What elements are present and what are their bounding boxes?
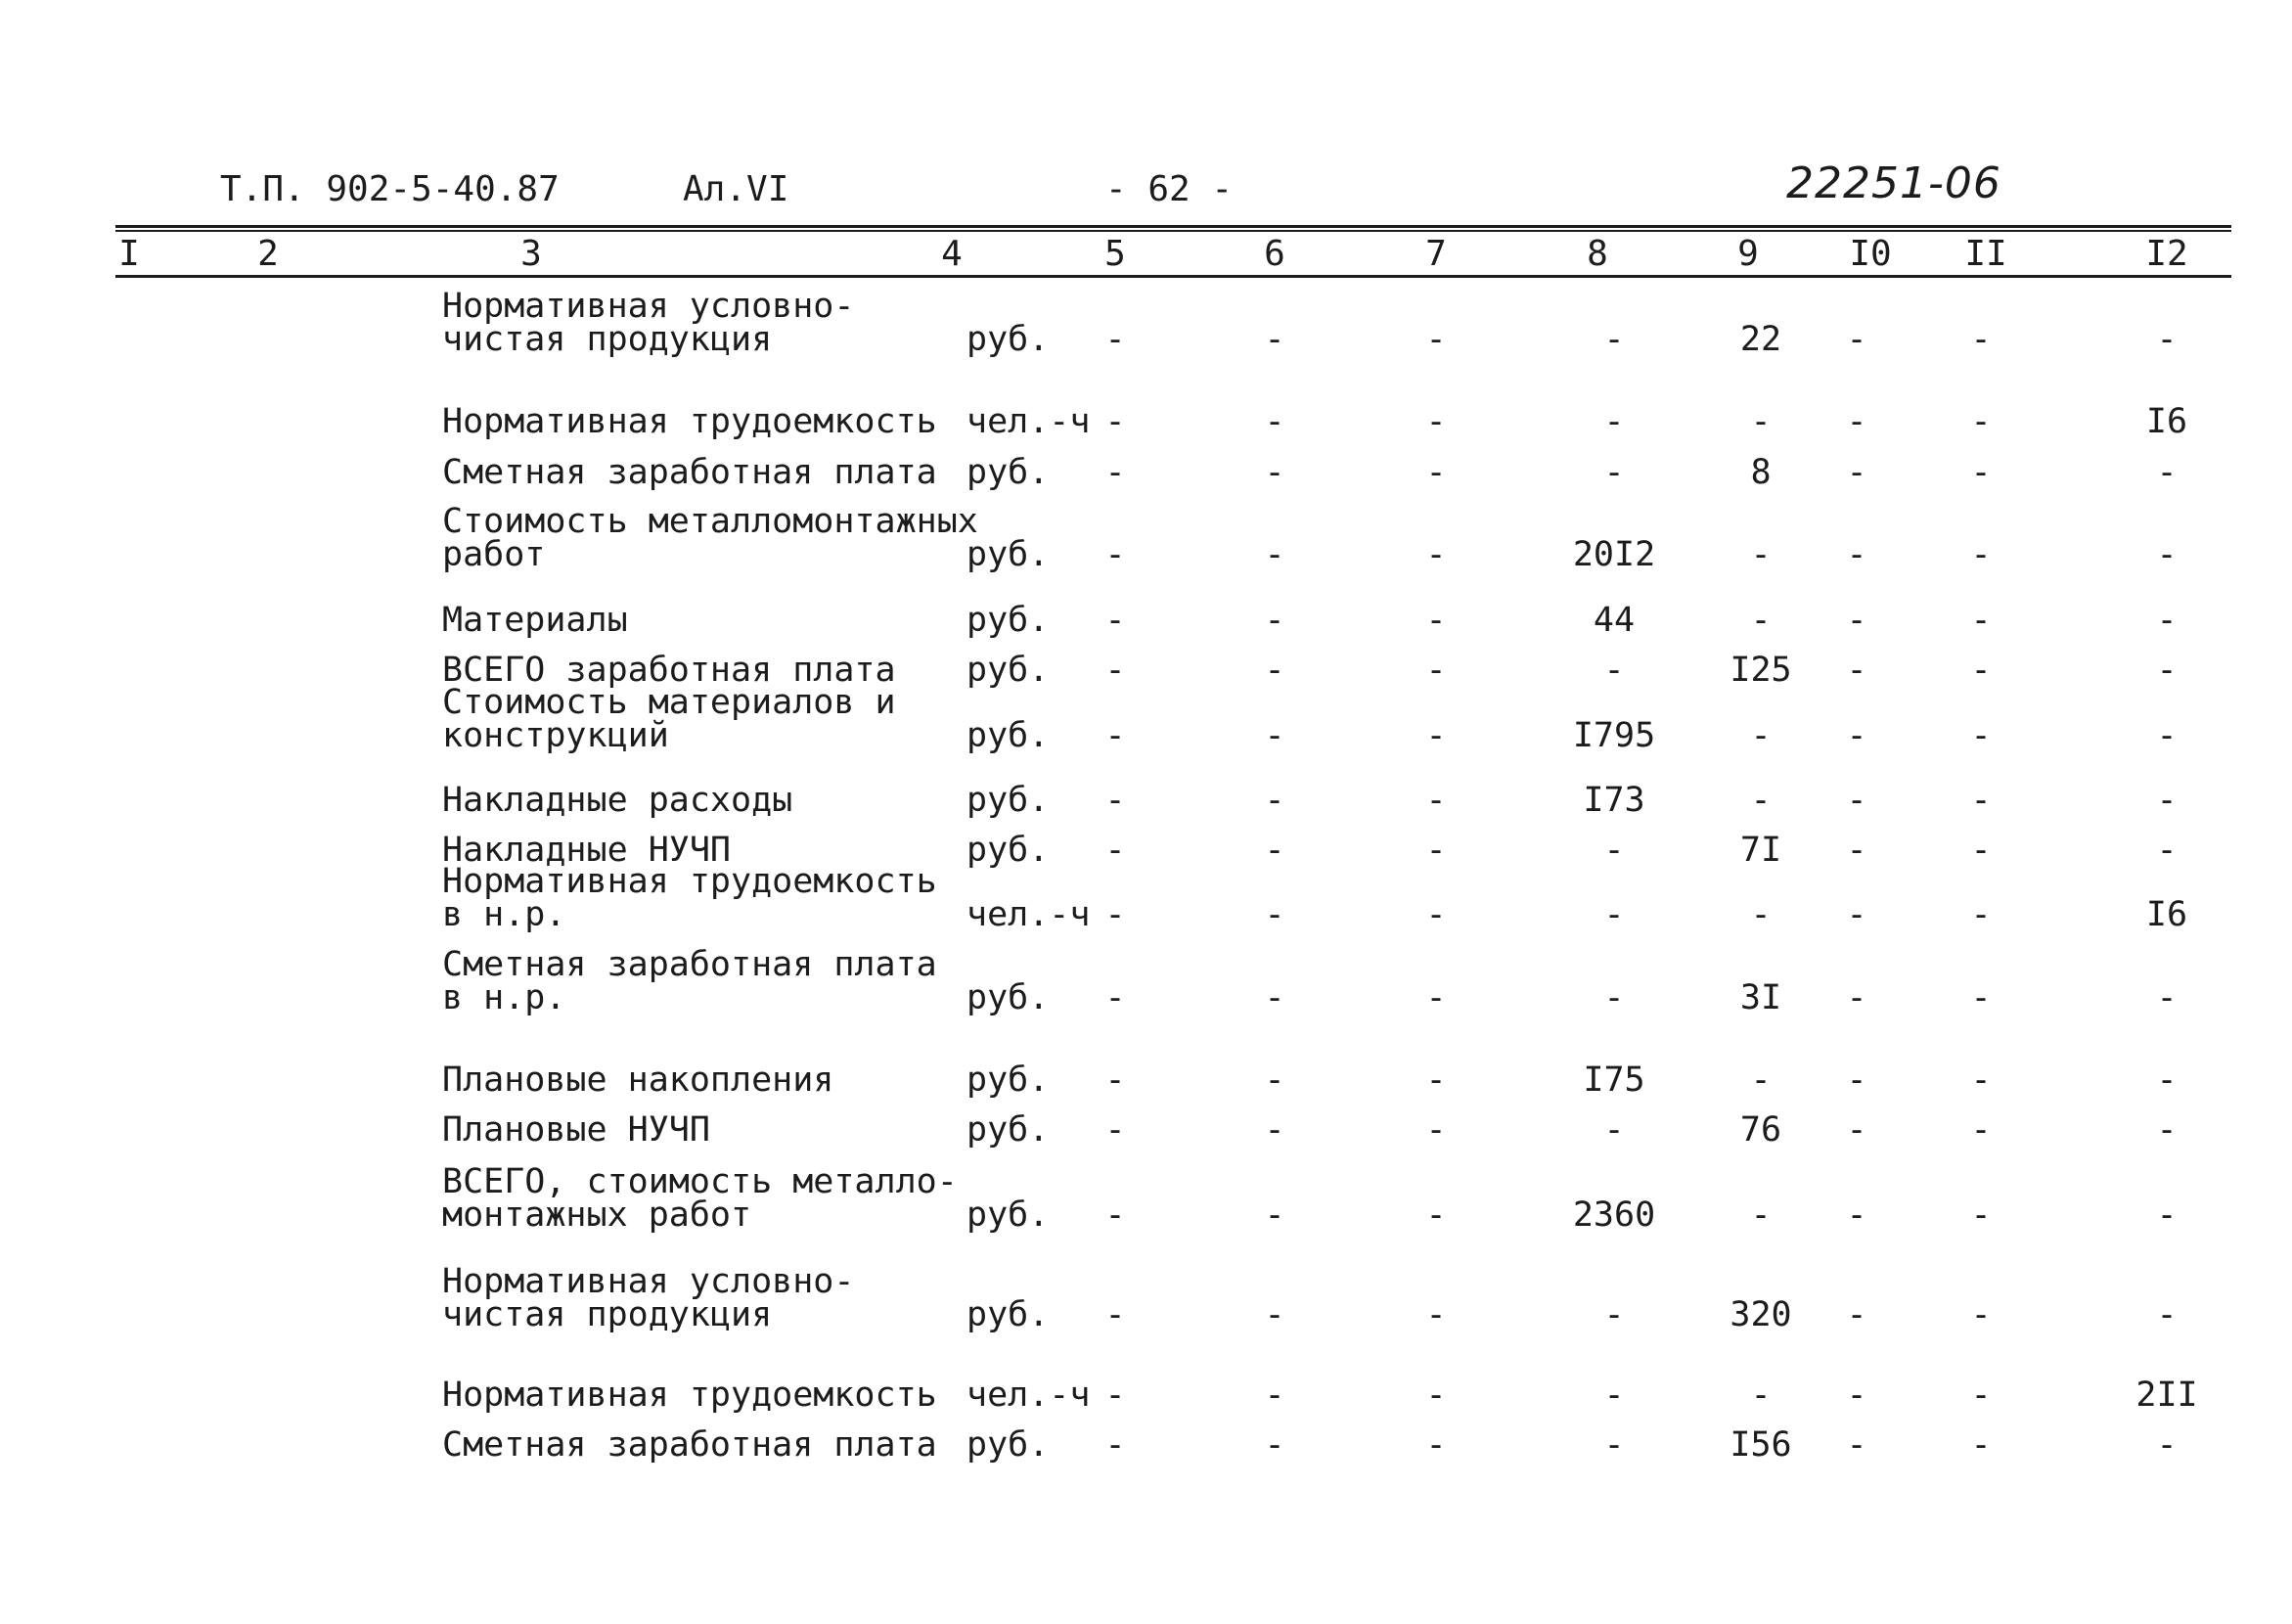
row-value: - (1970, 402, 1992, 441)
row-value: - (1425, 1376, 1447, 1415)
row-value: - (1846, 320, 1867, 359)
row-value: - (1264, 453, 1285, 492)
row-value: - (1425, 716, 1447, 755)
row-value: - (1970, 651, 1992, 690)
row-value: - (1846, 781, 1867, 820)
row-value: - (1603, 895, 1625, 934)
row-value: - (1425, 1060, 1447, 1100)
column-number: 3 (520, 234, 542, 274)
row-name: Нормативная трудоемкость (442, 1376, 937, 1415)
row-value: 320 (1730, 1295, 1792, 1334)
row-value: - (1104, 1060, 1126, 1100)
row-value: - (2156, 320, 2178, 359)
row-value: - (1603, 1295, 1625, 1334)
row-unit: руб. (966, 601, 1050, 640)
row-value: - (1970, 1376, 1992, 1415)
row-value: - (1846, 651, 1867, 690)
row-value: - (1846, 716, 1867, 755)
row-value: I56 (1730, 1425, 1792, 1465)
column-number: 5 (1104, 234, 1126, 274)
row-value: - (1846, 453, 1867, 492)
row-value: - (1750, 1195, 1772, 1235)
row-value: - (1104, 895, 1126, 934)
row-value: - (1846, 1425, 1867, 1465)
doc-ref: Т.П. 902-5-40.87 (220, 169, 560, 209)
row-value: - (1264, 1376, 1285, 1415)
row-value: - (1104, 1110, 1126, 1150)
row-value: - (1970, 453, 1992, 492)
row-value: - (1846, 1295, 1867, 1334)
row-name: Сметная заработная плата (442, 453, 937, 492)
row-value: - (1425, 453, 1447, 492)
row-value: I6 (2145, 402, 2188, 441)
row-value: - (1846, 1110, 1867, 1150)
row-value: - (2156, 535, 2178, 574)
row-value: - (1846, 978, 1867, 1017)
row-value: I795 (1572, 716, 1656, 755)
row-value: - (1603, 978, 1625, 1017)
row-unit: руб. (966, 781, 1050, 820)
row-value: - (1750, 781, 1772, 820)
row-name: Накладные НУЧП (442, 831, 732, 870)
row-unit: чел.-ч (966, 402, 1091, 441)
row-name: Стоимость материалов и конструкций (442, 683, 896, 755)
row-name: Материалы (442, 601, 628, 640)
row-value: - (1425, 535, 1447, 574)
row-value: - (1425, 1110, 1447, 1150)
row-value: - (1970, 1425, 1992, 1465)
row-value: - (1970, 831, 1992, 870)
row-value: - (1750, 402, 1772, 441)
row-value: - (1104, 402, 1126, 441)
row-value: - (1264, 716, 1285, 755)
row-value: - (1603, 1110, 1625, 1150)
row-name: Нормативная условно- чистая продукция (442, 1262, 855, 1334)
row-value: - (1264, 535, 1285, 574)
row-name: Нормативная условно- чистая продукция (442, 287, 855, 359)
row-value: - (1846, 895, 1867, 934)
row-value: - (2156, 601, 2178, 640)
row-value: - (1425, 978, 1447, 1017)
row-unit: руб. (966, 831, 1050, 870)
row-value: - (1846, 402, 1867, 441)
row-unit: руб. (966, 1110, 1050, 1150)
row-unit: руб. (966, 1295, 1050, 1334)
row-unit: руб. (966, 716, 1050, 755)
row-value: - (1603, 1376, 1625, 1415)
row-value: - (1750, 1376, 1772, 1415)
row-unit: руб. (966, 978, 1050, 1017)
row-value: - (1104, 978, 1126, 1017)
row-value: - (1603, 402, 1625, 441)
column-number: 8 (1587, 234, 1608, 274)
row-name: Сметная заработная плата в н.р. (442, 945, 937, 1017)
row-value: - (1846, 831, 1867, 870)
row-unit: руб. (966, 1060, 1050, 1100)
row-value: - (2156, 1195, 2178, 1235)
row-value: - (1264, 601, 1285, 640)
row-name: Плановые накопления (442, 1060, 834, 1100)
row-value: - (1970, 601, 1992, 640)
row-value: - (1425, 1195, 1447, 1235)
row-value: - (1264, 1110, 1285, 1150)
row-value: - (2156, 453, 2178, 492)
column-number: I (118, 234, 140, 274)
row-name: ВСЕГО, стоимость металло- монтажных работ (442, 1162, 958, 1235)
row-value: - (1970, 781, 1992, 820)
row-value: 2II (2135, 1376, 2198, 1415)
header-bottom-rule (115, 275, 2231, 278)
row-value: - (1603, 831, 1625, 870)
row-value: - (1750, 535, 1772, 574)
row-value: 22 (1739, 320, 1782, 359)
row-value: I73 (1583, 781, 1645, 820)
row-value: - (1264, 320, 1285, 359)
row-value: - (1846, 535, 1867, 574)
row-value: - (1425, 895, 1447, 934)
row-value: 2360 (1572, 1195, 1656, 1235)
row-value: 3I (1739, 978, 1782, 1017)
column-number: I2 (2145, 234, 2188, 274)
row-value: - (1970, 535, 1992, 574)
row-value: - (1970, 978, 1992, 1017)
row-value: - (1750, 601, 1772, 640)
row-value: - (1104, 1195, 1126, 1235)
row-value: - (1750, 1060, 1772, 1100)
row-value: - (2156, 1425, 2178, 1465)
row-value: - (2156, 651, 2178, 690)
top-rule (115, 225, 2231, 228)
row-value: - (1264, 1195, 1285, 1235)
row-value: - (2156, 831, 2178, 870)
row-value: - (1970, 1295, 1992, 1334)
row-value: - (1970, 1110, 1992, 1150)
row-value: - (1750, 716, 1772, 755)
row-value: - (1603, 320, 1625, 359)
row-name: Плановые НУЧП (442, 1110, 710, 1150)
row-value: - (1264, 895, 1285, 934)
row-name: Накладные расходы (442, 781, 793, 820)
row-unit: руб. (966, 651, 1050, 690)
row-value: - (1104, 535, 1126, 574)
top-rule-double (115, 230, 2231, 232)
row-value: - (1425, 651, 1447, 690)
row-unit: чел.-ч (966, 895, 1091, 934)
row-unit: чел.-ч (966, 1376, 1091, 1415)
row-value: - (2156, 1110, 2178, 1150)
row-name: Нормативная трудоемкость в н.р. (442, 862, 937, 934)
row-value: I6 (2145, 895, 2188, 934)
row-value: 44 (1593, 601, 1636, 640)
row-value: - (1104, 831, 1126, 870)
row-value: - (1846, 601, 1867, 640)
row-value: - (1104, 320, 1126, 359)
row-value: - (1425, 402, 1447, 441)
row-value: - (1104, 1425, 1126, 1465)
row-unit: руб. (966, 535, 1050, 574)
row-value: - (1264, 1060, 1285, 1100)
row-value: 8 (1750, 453, 1772, 492)
row-value: - (1264, 1425, 1285, 1465)
row-unit: руб. (966, 320, 1050, 359)
row-value: - (2156, 716, 2178, 755)
row-value: - (2156, 1060, 2178, 1100)
row-value: - (1970, 1195, 1992, 1235)
row-value: - (1846, 1376, 1867, 1415)
row-value: - (1104, 651, 1126, 690)
row-value: - (1603, 453, 1625, 492)
row-value: 7I (1739, 831, 1782, 870)
row-value: - (1970, 320, 1992, 359)
row-value: - (1425, 320, 1447, 359)
row-value: - (1750, 895, 1772, 934)
page-number: - 62 - (1105, 169, 1234, 209)
row-value: - (2156, 978, 2178, 1017)
row-value: - (1846, 1060, 1867, 1100)
row-value: - (1425, 1425, 1447, 1465)
column-number: 4 (941, 234, 963, 274)
row-name: ВСЕГО заработная плата (442, 651, 896, 690)
row-value: I75 (1583, 1060, 1645, 1100)
row-value: - (1264, 651, 1285, 690)
row-value: - (1104, 1376, 1126, 1415)
doc-code: 22251-06 (1786, 158, 2001, 208)
column-number: II (1964, 234, 2007, 274)
row-value: - (1104, 781, 1126, 820)
row-value: - (1846, 1195, 1867, 1235)
row-name: Стоимость металломонтажных работ (442, 502, 978, 574)
row-value: - (1970, 1060, 1992, 1100)
row-value: - (1970, 716, 1992, 755)
row-value: - (1104, 716, 1126, 755)
row-value: - (1603, 1425, 1625, 1465)
column-number: 9 (1737, 234, 1759, 274)
column-number: I0 (1849, 234, 1892, 274)
album-label: Ал.VI (683, 169, 789, 209)
column-number: 7 (1425, 234, 1447, 274)
row-value: - (1104, 601, 1126, 640)
row-value: - (1425, 601, 1447, 640)
row-value: - (2156, 781, 2178, 820)
row-value: - (1603, 651, 1625, 690)
row-value: - (1264, 978, 1285, 1017)
row-value: - (1264, 1295, 1285, 1334)
column-number: 6 (1264, 234, 1285, 274)
row-value: - (1104, 453, 1126, 492)
row-value: I25 (1730, 651, 1792, 690)
row-unit: руб. (966, 1195, 1050, 1235)
row-value: - (2156, 1295, 2178, 1334)
row-value: - (1104, 1295, 1126, 1334)
row-value: - (1425, 1295, 1447, 1334)
row-value: - (1970, 895, 1992, 934)
row-value: 76 (1739, 1110, 1782, 1150)
row-value: - (1264, 402, 1285, 441)
row-value: - (1264, 781, 1285, 820)
row-name: Сметная заработная плата (442, 1425, 937, 1465)
row-value: - (1425, 781, 1447, 820)
row-value: - (1425, 831, 1447, 870)
row-unit: руб. (966, 1425, 1050, 1465)
row-value: - (1264, 831, 1285, 870)
row-value: 20I2 (1572, 535, 1656, 574)
column-number: 2 (257, 234, 279, 274)
row-unit: руб. (966, 453, 1050, 492)
row-name: Нормативная трудоемкость (442, 402, 937, 441)
